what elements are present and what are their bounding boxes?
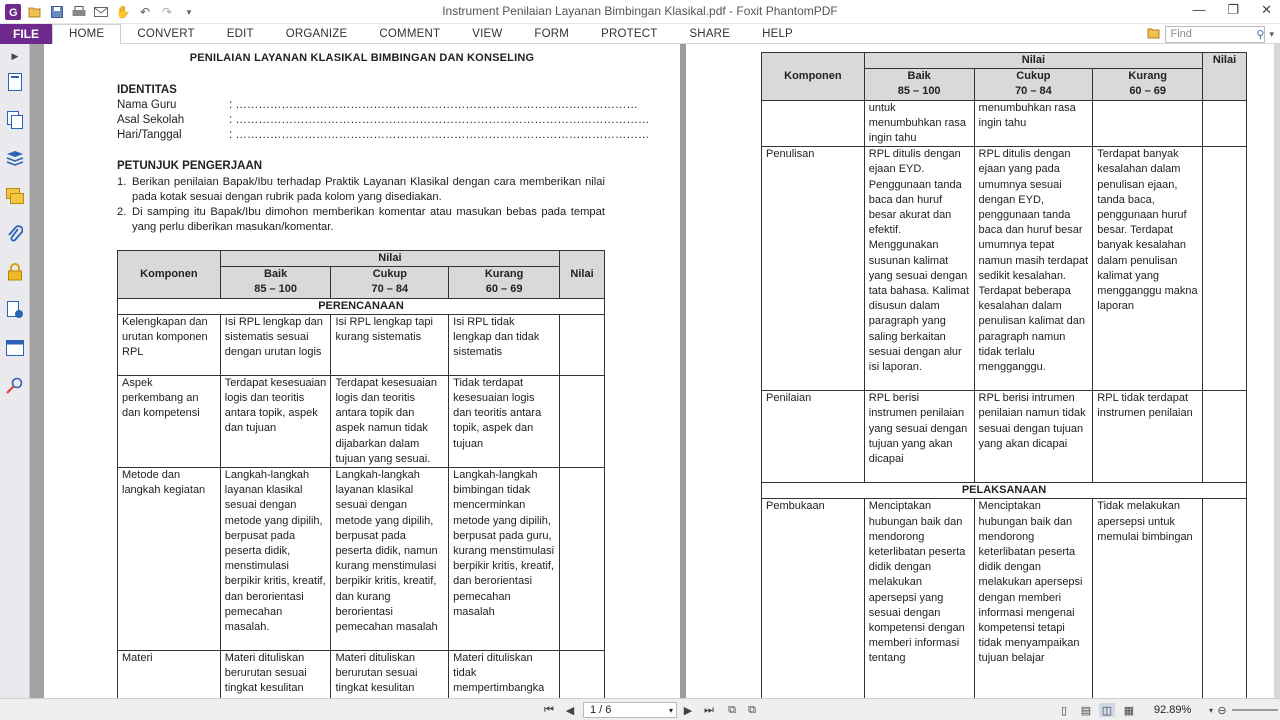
tab-file[interactable]: FILE (0, 24, 52, 44)
last-page-icon[interactable]: ⏭ (704, 703, 714, 716)
section-perencanaan: PERENCANAAN (118, 298, 605, 314)
tab-home[interactable]: HOME (52, 24, 121, 44)
zoom-level[interactable]: 92.89% (1154, 704, 1192, 716)
cell-kurang: Isi RPL tidak lengkap dan tidak sistematis (449, 314, 560, 375)
zoom-dropdown-icon[interactable]: ▾ (1208, 705, 1213, 715)
cell-komponen: Penilaian (762, 391, 865, 483)
cell-kurang (1093, 100, 1203, 147)
instruction-item (117, 205, 605, 236)
customize-dropdown-icon[interactable]: ▾ (186, 6, 192, 17)
comments-icon[interactable] (5, 186, 25, 206)
header-nilai: Nilai (1203, 53, 1247, 101)
header-kurang-range: 60 – 69 (485, 283, 523, 296)
header-kurang-label: Kurang (1128, 70, 1167, 83)
header-komponen: Komponen (118, 251, 221, 299)
cell-komponen: Materi (118, 651, 221, 698)
cell-kurang: Tidak terdapat kesesuaian logis dan teoritis antara topik, aspek dan tujuan (449, 375, 560, 467)
header-cukup-label: Cukup (372, 268, 407, 281)
cell-baik: RPL ditulis dengan ejaan EYD. Penggunaan tanda baca dan huruf besar akurat dan efektif. Menggunakan susunan kalimat yang sesuai dengan tata bahasa. Kalimat disusun dalam paragraph yang saling berkaitan sesuai dengan alur isi laporan. (864, 147, 974, 391)
cell-cukup: Langkah-langkah layanan klasikal sesuai dengan metode yang dipilih, berpusat pada peserta didik, namun kurang menstimulasi berpikir kritis, kreatif, dan kurang berorientasi pemecahan masalah (331, 468, 449, 651)
security-lock-icon[interactable] (5, 262, 25, 282)
cell-baik: Menciptakan hubungan baik dan mendorong keterlibatan peserta didik dengan melakukan apersepsi yang sesuai dengan kompetensi dengan memberi informasi tentang (864, 499, 974, 698)
cell-kurang: Terdapat banyak kesalahan dalam penulisan ejaan, tanda baca, penggunaan huruf besar. Terdapat banyak kesalahan dalam penulisan kalimat yang mengganggu makna laporan (1093, 147, 1203, 391)
header-kurang-range: 60 – 69 (1129, 85, 1167, 98)
layers-icon[interactable] (5, 110, 25, 130)
content-icon[interactable] (5, 338, 25, 358)
table-row (762, 100, 1247, 147)
tab-view[interactable]: VIEW (472, 27, 503, 40)
page-number-input[interactable] (583, 702, 677, 718)
table-row (762, 391, 1247, 483)
tab-organize[interactable]: ORGANIZE (285, 27, 348, 40)
identitas-row (117, 114, 649, 126)
header-baik (864, 69, 974, 100)
zoom-out-icon[interactable]: ⊖ (1217, 704, 1227, 717)
page-gutter (30, 44, 44, 698)
cell-nilai[interactable] (560, 375, 605, 467)
cell-komponen: Metode dan langkah kegiatan (118, 468, 221, 651)
page-indicator: 1 / 6 (590, 704, 612, 716)
svg-text:G: G (9, 7, 18, 19)
cell-nilai[interactable] (560, 651, 605, 698)
header-cukup (331, 267, 449, 298)
previous-view-icon[interactable]: ⧉ (728, 703, 736, 716)
cell-cukup: Menciptakan hubungan baik dan mendorong keterlibatan peserta didik dengan melakukan apersepsi dengan memberi informasi mengenai kompetensi tetapi tidak menyampaikan tujuan belajar (974, 499, 1093, 698)
table-row (118, 375, 605, 467)
rubric-table-continued (761, 52, 1247, 698)
header-baik-label: Baik (907, 70, 931, 83)
cell-baik: RPL berisi instrumen penilaian yang sesuai dengan tujuan yang akan dicapai (864, 391, 974, 483)
destinations-icon[interactable] (5, 376, 25, 396)
identitas-heading: IDENTITAS (117, 84, 177, 96)
cell-cukup: RPL ditulis dengan ejaan yang pada umumnya sesuai dengan EYD, penggunaan tanda baca dan huruf besar umumnya tepat namun masih terdapat sedikit kesalahan. Terdapat beberapa kesalahan dalam penulisan kalimat dan paragraph namun tidak terlalu mengganggu. (974, 147, 1093, 391)
header-nilai-group: Nilai (220, 251, 559, 267)
cell-cukup: Terdapat kesesuaian logis dan teoritis antara topik dan aspek namun tidak dijabarkan dalam tujuan yang sesuai. (331, 375, 449, 467)
find-input[interactable] (1165, 26, 1265, 43)
ribbon-tabs (0, 24, 1280, 44)
header-kurang (449, 267, 560, 298)
pdf-page-1 (44, 44, 680, 698)
previous-page-icon[interactable]: ◀ (565, 704, 575, 717)
facing-icon[interactable]: ◫ (1099, 703, 1115, 717)
identitas-row (117, 129, 649, 141)
single-page-icon[interactable]: ▯ (1060, 704, 1068, 717)
cell-baik: Materi dituliskan berurutan sesuai tingkat kesulitan (220, 651, 331, 698)
restore-icon[interactable]: ❐ (1227, 2, 1240, 17)
header-kurang (1093, 69, 1203, 100)
table-row (762, 499, 1247, 698)
minimize-icon[interactable]: — (1192, 2, 1206, 17)
header-nilai: Nilai (560, 251, 605, 299)
tab-convert[interactable]: CONVERT (137, 27, 195, 40)
cell-komponen: Kelengkapan dan urutan komponen RPL (118, 314, 221, 375)
cell-nilai[interactable] (1203, 391, 1247, 483)
cell-cukup: Materi dituliskan berurutan sesuai tingkat kesulitan (331, 651, 449, 698)
identitas-value: : ……………………………………………………………………………………………… (229, 129, 650, 141)
continuous-facing-icon[interactable]: ▦ (1123, 704, 1135, 717)
section-pelaksanaan: PELAKSANAAN (762, 483, 1247, 499)
header-baik-label: Baik (264, 268, 288, 281)
search-folder-icon[interactable] (1147, 27, 1161, 42)
tab-edit[interactable]: EDIT (226, 27, 254, 40)
document-title: PENILAIAN LAYANAN KLASIKAL BIMBINGAN DAN KONSELING (189, 52, 535, 64)
close-icon[interactable]: ✕ (1261, 2, 1272, 17)
cell-kurang: RPL tidak terdapat instrumen penilaian (1093, 391, 1203, 483)
instruction-item (117, 175, 605, 206)
instruction-text: Di samping itu Bapak/Ibu dimohon memberikan komentar atau masukan bebas pada tempat yang perlu diberikan masukan/komentar. (132, 206, 605, 234)
navigation-panel (0, 44, 30, 698)
cell-kurang: Materi dituliskan tidak mempertimbangka (449, 651, 560, 698)
table-row (762, 147, 1247, 391)
cell-nilai[interactable] (560, 468, 605, 651)
cell-nilai[interactable] (1203, 100, 1247, 147)
identitas-value: : …………………………………………………………………………………………… (229, 99, 638, 111)
cell-cukup: menumbuhkan rasa ingin tahu (974, 100, 1093, 147)
instruction-text: Berikan penilaian Bapak/Ibu terhadap Praktik Layanan Klasikal dengan cara memberikan nilai pada kotak sesuai dengan rubrik pada kolom yang disediakan. (132, 176, 605, 204)
cell-nilai[interactable] (560, 314, 605, 375)
cell-nilai[interactable] (1203, 147, 1247, 391)
header-cukup-label: Cukup (1016, 70, 1051, 83)
cell-cukup: Isi RPL lengkap tapi kurang sistematis (331, 314, 449, 375)
cell-komponen: Penulisan (762, 147, 865, 391)
instruction-number: 2. (117, 206, 127, 218)
next-view-icon[interactable]: ⧉ (748, 703, 756, 716)
search-icon[interactable]: ⚲ (1256, 28, 1265, 41)
identitas-value: : ……………………………………………………………………………………………… (229, 114, 650, 126)
hand-tool-icon[interactable]: ✋ (115, 5, 131, 19)
table-row (118, 468, 605, 651)
vertical-scrollbar[interactable] (1274, 44, 1280, 698)
header-kurang-label: Kurang (484, 268, 524, 281)
petunjuk-heading: PETUNJUK PENGERJAAN (117, 160, 263, 172)
header-cukup-range: 70 – 84 (1015, 85, 1052, 98)
cell-baik: Isi RPL lengkap dan sistematis sesuai dengan urutan logis (220, 314, 331, 375)
header-baik-range: 85 – 100 (254, 283, 298, 296)
cell-komponen (762, 100, 865, 147)
identitas-label: Asal Sekolah (117, 114, 185, 126)
header-komponen: Komponen (762, 53, 865, 101)
identitas-label: Hari/Tanggal (117, 129, 182, 141)
zoom-slider[interactable] (1232, 709, 1278, 711)
title-bar (0, 0, 1280, 24)
instruction-number: 1. (117, 176, 127, 188)
cell-komponen: Aspek perkembang an dan kompetensi (118, 375, 221, 467)
rubric-table (117, 250, 605, 698)
find-placeholder: Find (1170, 28, 1192, 40)
table-row (118, 651, 605, 698)
tab-help[interactable]: HELP (762, 27, 793, 40)
attachments-icon[interactable] (5, 224, 25, 244)
cell-komponen: Pembukaan (762, 499, 865, 698)
status-bar (0, 698, 1280, 720)
expand-panel-icon[interactable]: ▶ (11, 50, 19, 61)
cell-baik: Langkah-langkah layanan klasikal sesuai dengan metode yang dipilih, berpusat pada peserta didik, menstimulasi berpikir kritis, kreatif, dan berorientasi pemecahan masalah. (220, 468, 331, 651)
tab-protect[interactable]: PROTECT (601, 27, 658, 40)
continuous-icon[interactable]: ▤ (1080, 704, 1092, 717)
identitas-row (117, 99, 638, 111)
tab-comment[interactable]: COMMENT (379, 27, 441, 40)
cell-nilai[interactable] (1203, 499, 1247, 698)
header-cukup (974, 69, 1093, 100)
first-page-icon[interactable]: ⏮ (544, 703, 554, 716)
pdf-page-2 (686, 44, 1280, 698)
cell-kurang: Langkah-langkah bimbingan tidak mencerminkan metode yang dipilih, berpusat pada guru, kurang menstimulasi berpikir kritis, kreatif, dan berorientasi pemecahan masalah (449, 468, 560, 651)
redo-icon[interactable]: ↷ (161, 5, 173, 19)
page-dropdown-icon[interactable]: ▾ (668, 705, 673, 715)
cell-baik: Terdapat kesesuaian logis dan teoritis antara topik, aspek dan tujuan (220, 375, 331, 467)
identitas-label: Nama Guru (117, 99, 177, 111)
find-options-icon[interactable]: ▾ (1269, 28, 1274, 39)
table-row (118, 314, 605, 375)
tab-form[interactable]: FORM (534, 27, 570, 40)
page-thumbnails-icon[interactable] (5, 72, 25, 92)
cell-cukup: RPL berisi intrumen penilaian namun tidak sesuai dengan tujuan yang akan dicapai (974, 391, 1093, 483)
header-cukup-range: 70 – 84 (371, 283, 409, 296)
cell-baik: untuk menumbuhkan rasa ingin tahu (864, 100, 974, 147)
tab-share[interactable]: SHARE (689, 27, 731, 40)
header-nilai-group: Nilai (864, 53, 1202, 69)
bookmarks-icon[interactable] (5, 148, 25, 168)
window-title: Instrument Penilaian Layanan Bimbingan Klasikal.pdf - Foxit PhantomPDF (442, 4, 838, 18)
signatures-icon[interactable] (5, 300, 25, 320)
header-baik (220, 267, 331, 298)
undo-icon[interactable]: ↶ (139, 5, 151, 19)
next-page-icon[interactable]: ▶ (683, 704, 693, 717)
header-baik-range: 85 – 100 (897, 85, 941, 98)
cell-kurang: Tidak melakukan apersepsi untuk memulai bimbingan (1093, 499, 1203, 698)
